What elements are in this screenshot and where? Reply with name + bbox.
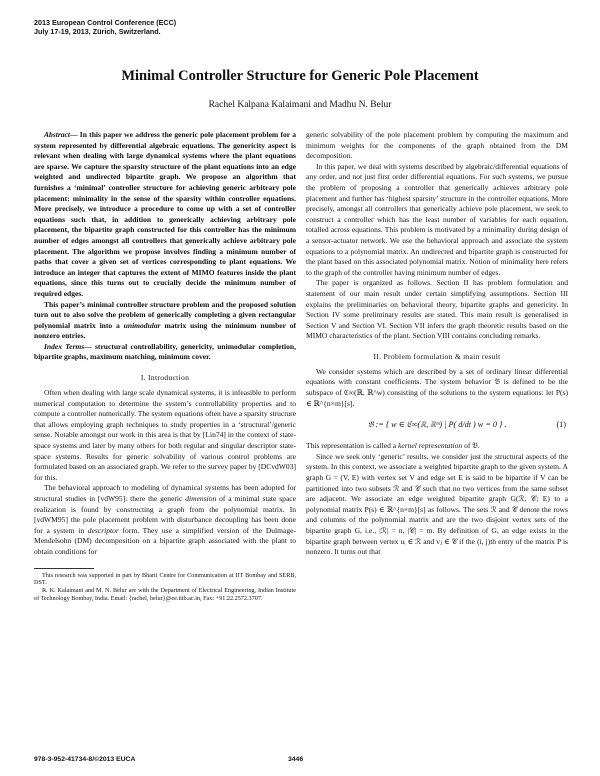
abstract-text: — In this paper we address the generic pole placement problem for a system represented by differential algebraic equations. The genericity aspect is relevant when dealing with large dynamical systems where the plant equations are sparse. We capture the sparsity structure of the plant equations into an edge weighted and undirected bipartite graph. We propose an algorithm that furnishes a ‘minimal’ controller structure for achieving generic arbitrary pole placement: minimality in the sense of the sparsity within controller equations. More precisely, we introduce a procedure to come up with a set of controller equations such that, in addition to generically achieving arbitrary pole placement, the bipartite graph constructed for this controller has the minimum number of edges amongst all controllers that generically achieve arbitrary pole placement. The algorithm we propose involves finding a minimum number of paths that cover a given set of vertices corresponding to plant equations. We introduce an integer that captures the extent of MIMO features inside the plant equations, since this turns out to crucially decide the minimum number of required edges. [34,130,296,298]
abstract-part2: This paper’s minimal controller structure problem and the proposed solution turn out to also solve the problem of generically completing a given rectangular polynomial matrix into a unimodular matrix using the minimum number of nonzero entries. [34,299,296,341]
index-terms: Index Terms— structural controllability, genericity, unimodular completion, bipartite graphs, maximum matching, minimum cover. [34,341,296,362]
intro-paragraph-1: Often when dealing with large scale dynamical systems, it is infeasible to perform numerical computation to determine the system’s controllability properties and to compute a controller numerically. The system equations often have a sparsity structure that allows employing graph techniques to study properties in a ‘structural’/generic sense. Notable amongst our work in this area is that by [Lin74] in the context of state-space systems and later by many others for both regular and singular descriptor state-space systems. Results for generic solvability of various control problems are formulated based on an associated graph. We refer to the survey paper by [DCvdW03] for this. [34,388,296,482]
abstract [34,130,296,300]
footnote-funding: This research was supported in part by Bharti Centre for Communication at IIT Bombay and SERB, DST. [34,571,296,587]
paper-title: Minimal Controller Structure for Generic Pole Placement [121,68,479,84]
equation-1 [306,412,568,436]
right-paragraph-2: The paper is organized as follows. Section II has problem formulation and statement of our main result under certain simplifying assumptions. Section III explains the preliminaries on behavioral theory, bipartite graphs and genericity. In Section IV some preliminary results are stated. This main result is generalised in Section V and Section VI. Section VII infers the graph theoretic results based on the MIMO characteristics of the plant. Section VIII contains concluding remarks. [306,278,568,341]
footer-page-number: 3446 [288,756,304,763]
footnote-divider [34,568,94,569]
problem-paragraph-3: Since we seek only ‘generic’ results, we consider just the structural aspects of the system. In this context, we associate a weighted bipartite graph to the given system. A graph G = (V, E) with vertex set V and edge set E is said to be bipartite if V can be partitioned into two subsets ℛ and 𝒞 such that no two vertices from the same subset are adjacent. We associate an edge weighted bipartite graph G(ℛ, 𝒞; E) to a polynomial matrix P(s) ∈ ℝ^{n×m}[s] as follows. The sets ℛ and 𝒞 denote the rows and columns of the polynomial matrix and are the two disjoint vertex sets of the bipartite graph G, i.e., |ℛ| = n, |𝒞| = m. By definition of G, an edge exists in the bipartite graph between vertex uᵢ ∈ ℛ and vⱼ ∈ 𝒞 if the (i, j)th entry of the matrix P is nonzero. It turns out that [306,451,568,557]
conference-name: 2013 European Control Conference (ECC) [34,18,177,27]
right-paragraph-1: In this paper, we deal with systems described by algebraic/differential equations of any order, and not just first order differential equations. For such systems, we pursue the problem of proposing a controller that generically achieves arbitrary pole placement and further has ‘highest sparsity’ structure in the controller equations. More precisely, amongst all controllers that generically achieve pole placement, we seek to construct a controller which has the least number of variables for each equation, totalled across equations. This problem is motivated by a minimality during design of a sensor-actuator network. We use the behavioral approach and associate the system equations to a polynomial matrix. An undirected and bipartite graph is constructed for the plant based on this associated polynomial matrix. Notion of minimality here refers to the graph of the controller having minimum number of edges. [306,161,568,277]
section-heading-problem-formulation: II. Problem formulation & main result [373,351,501,361]
problem-paragraph-1: We consider systems which are described by a set of ordinary linear differential equations with constant coefficients. The system behavior 𝔅 is defined to be the subspace of ℭ∞(ℝ, ℝ^w) consisting of the solutions to the system equations: let P(s) ∈ ℝ^{n×m}[s]. [306,366,568,408]
problem-paragraph-2: This representation is called a kernel representation of 𝔅. [306,441,480,451]
right-paragraph-0: generic solvability of the pole placement problem by computing the maximum and minimum weights for the components of the graph obtained from the DM decomposition. [306,130,568,161]
footnote-affiliation: R. K. Kalaimani and M. N. Belur are with the Department of Electrical Engineering, Indian Institute of Technology Bombay, India. Email: {rachel, belur}@ee.iitb.ac.in, Fax: +91.22.2572.3707. [34,587,296,602]
conference-dates: July 17-19, 2013, Zürich, Switzerland. [34,27,161,36]
paper-authors: Rachel Kalpana Kalaimani and Madhu N. Belur [208,100,392,110]
index-terms-label: Index Terms [44,341,85,351]
conference-header [34,18,176,36]
right-column [306,130,568,558]
intro-paragraph-2: The behavioral approach to modeling of dynamical systems has been adopted for structural studies in [vdW95]: there the generic dimension of a minimal state space realization is found by constructing a graph from the polynomial matrix. In [vdWM95] the pole placement problem with disturbance decoupling has been done for a system in descriptor form. They use a simplified version of the Dulmage-Mendelsohn (DM) decomposition on a bipartite graph associated with the plant to obtain conditions for [34,483,296,556]
left-column [34,130,296,603]
equation-body: 𝔅 := { w ∈ ℭ∞(ℝ, ℝᵐ) | P( d/dt ) w = 0 } . [367,419,507,429]
footer-isbn: 978-3-952-41734-8/©2013 EUCA [34,756,136,763]
section-heading-introduction: I. Introduction [140,373,190,383]
equation-number: (1) [556,419,566,429]
abstract-label: Abstract [44,130,70,139]
